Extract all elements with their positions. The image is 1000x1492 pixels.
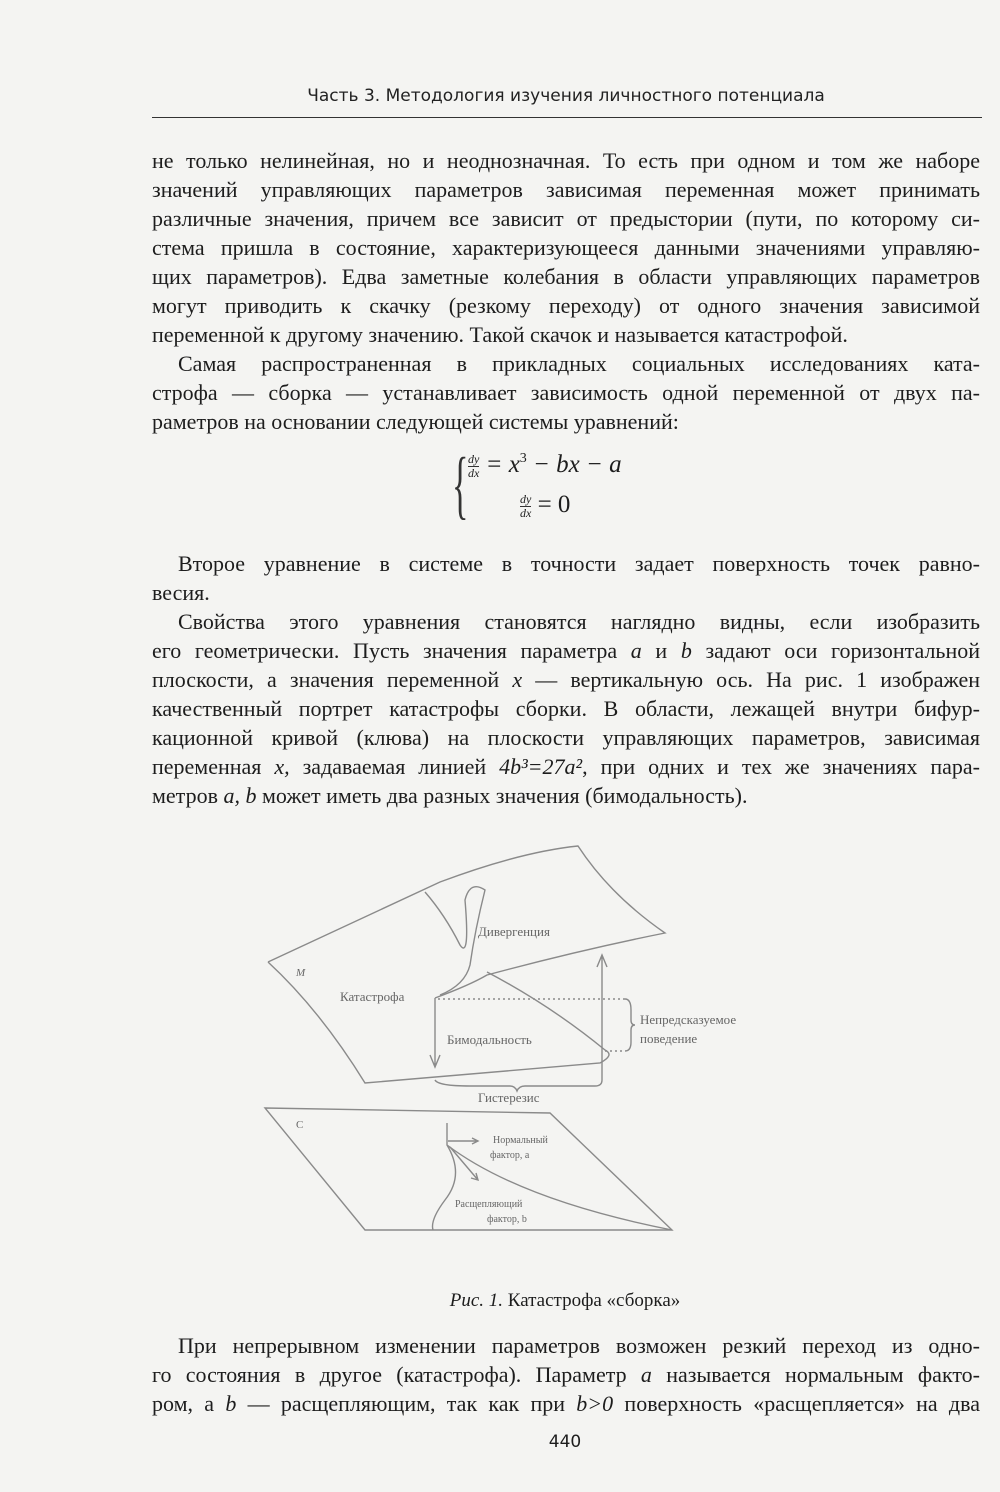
italic-text: a, b: [223, 783, 257, 808]
label-surface-m: M: [296, 967, 306, 979]
italic-text: a: [630, 638, 642, 663]
text-run: — расщепляющим, так как при: [236, 1391, 577, 1416]
surface-fold: [425, 887, 485, 995]
bifurcation-curve: [433, 1123, 673, 1230]
figure-caption: Рис. 1. Катастрофа «сборка»: [449, 1290, 681, 1311]
text-run: называется нормальным факто-: [651, 1362, 980, 1387]
text-run: метров: [152, 783, 224, 808]
text-run: могут приводить к скачку (резкому переходу) от одного значения зависимой: [152, 293, 980, 318]
normal-factor-arrow: [448, 1138, 478, 1144]
hysteresis-right-arrow: [597, 955, 607, 1080]
text-run: и: [641, 638, 681, 663]
italic-text: x: [512, 667, 523, 692]
italic-text: a: [640, 1362, 652, 1387]
equation-row-1: $\frac{dy}{dx}$ = $x^3$ − bx − a: [468, 451, 622, 480]
text-block-bottom: [152, 1331, 980, 1418]
text-run: его геометрически. Пусть значения параметра: [152, 638, 631, 663]
unpredictable-brace: [625, 999, 635, 1051]
label-splitting-2: фактор, b: [487, 1214, 527, 1225]
italic-text: x,: [274, 754, 290, 779]
italic-text: b: [680, 638, 692, 663]
text-run: Свойства этого уравнения становятся наглядно видны, если изобразить: [178, 609, 980, 634]
derivative-fraction: $\frac{dy}{dx}$: [468, 451, 480, 480]
text-line: [152, 1389, 980, 1418]
text-run: задаваемая линией: [289, 754, 500, 779]
label-divergence: Дивергенция: [478, 924, 550, 939]
equation-row-2: $\frac{dy}{dx}$ = 0: [520, 491, 571, 520]
text-run: ром, а: [152, 1391, 226, 1416]
lower-surface-outline: [268, 962, 609, 1083]
text-run: При непрерывном изменении параметров возможен резкий переход из одно-: [178, 1333, 980, 1358]
text-run: может иметь два разных значения (бимодальность).: [256, 783, 748, 808]
text-run: поверхность «расщепляется» на два: [613, 1391, 980, 1416]
text-run: Второе уравнение в системе в точности задает поверхность точек равно-: [178, 551, 980, 576]
equation-brace: {: [452, 443, 469, 527]
page-number: 440: [548, 1432, 582, 1452]
italic-text: b>0: [576, 1391, 614, 1416]
label-hysteresis: Гистерезис: [478, 1090, 540, 1105]
text-run: строфа — сборка — устанавливает зависимость одной переменной от двух па-: [152, 380, 980, 405]
label-splitting-1: Расщепляющий: [455, 1199, 523, 1210]
text-run: различные значения, причем все зависит от предыстории (пути, по которому си-: [152, 206, 980, 231]
italic-text: 4b³=27a²: [499, 754, 583, 779]
text-run: плоскости, а значения переменной: [152, 667, 513, 692]
italic-text: b: [225, 1391, 237, 1416]
text-line: [152, 1331, 980, 1360]
label-unpredictable-2: поведение: [640, 1031, 698, 1046]
text-run: стема пришла в состояние, характеризующееся данными значениями управляю-: [152, 235, 980, 260]
label-catastrophe: Катастрофа: [340, 989, 405, 1004]
hysteresis-left-arrow: [430, 998, 440, 1067]
label-normal-2: фактор, a: [490, 1150, 530, 1161]
label-unpredictable-1: Непредсказуемое: [640, 1012, 737, 1027]
text-run: переменная: [152, 754, 275, 779]
derivative-fraction: $\frac{dy}{dx}$: [520, 491, 532, 520]
text-run: переменной к другому значению. Такой скачок и называется катастрофой.: [152, 322, 848, 347]
text-run: весия.: [152, 580, 210, 605]
text-run: не только нелинейная, но и неоднозначная. То есть при одном и том же наборе: [152, 148, 980, 173]
text-run: качественный портрет катастрофы сборки. В области, лежащей внутри бифур-: [152, 696, 980, 721]
text-run: — вертикальную ось. На рис. 1 изображен: [522, 667, 980, 692]
text-run: раметров на основании следующей системы уравнений:: [152, 409, 679, 434]
text-run: задают оси горизонтальной: [691, 638, 980, 663]
text-run: значений управляющих параметров зависимая переменная может принимать: [152, 177, 980, 202]
running-header: Часть 3. Методология изучения личностного потенциала: [307, 86, 825, 106]
label-normal-1: Нормальный: [493, 1135, 548, 1146]
text-run: , при одних и тех же значениях пара-: [582, 754, 980, 779]
label-plane-c: C: [296, 1119, 304, 1131]
label-bimodality: Бимодальность: [447, 1032, 532, 1047]
text-line: [152, 1360, 980, 1389]
text-run: го состояния в другое (катастрофа). Параметр: [152, 1362, 641, 1387]
text-run: щих параметров). Едва заметные колебания в области управляющих параметров: [152, 264, 980, 289]
text-run: кационной кривой (клюва) на плоскости управляющих параметров, зависимая: [152, 725, 980, 750]
text-run: Самая распространенная в прикладных социальных исследованиях ката-: [178, 351, 980, 376]
